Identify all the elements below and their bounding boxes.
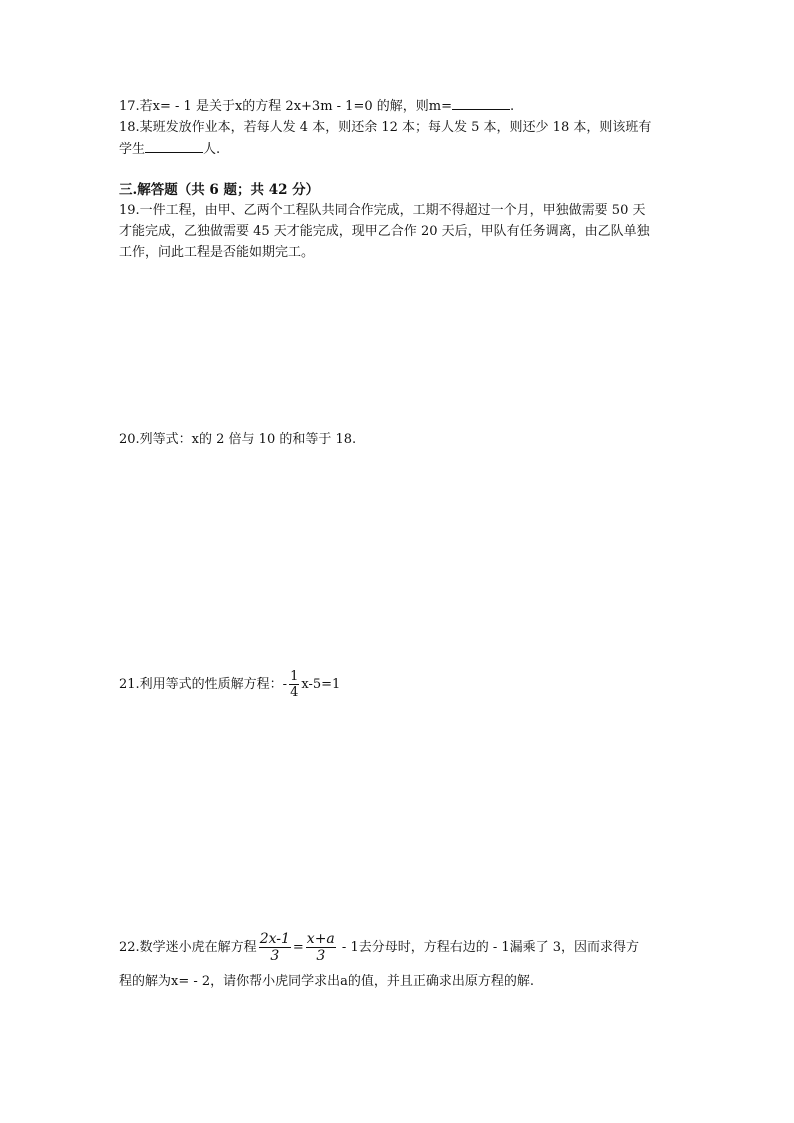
q21-frac-den: 4 [290,685,299,700]
q22-frac1-num: 2x-1 [259,931,290,947]
question-19-line3: 工作，问此工程是否能如期完工。 [119,245,315,260]
question-21 [119,670,340,699]
question-18-line1: 18.某班发放作业本，若每人发 4 本，则还余 12 本；每人发 5 本，则还少 18 本，则该班有 [119,120,652,135]
question-19-line1: 19.一件工程，由甲、乙两个工程队共同合作完成，工期不得超过一个月，甲独做需要 50 天 [119,203,646,218]
q17-end: . [509,99,515,114]
q22-frac2-den: 3 [316,948,326,964]
section-3-title: 三.解答题（共 6 题；共 42 分） [119,182,320,198]
q21-suffix: x-5=1 [301,677,341,692]
q18-line2-b: 人. [203,142,221,157]
q21-frac-num: 1 [290,669,299,684]
q22-suffix: - 1去分母时，方程右边的 - 1漏乘了 3，因而求得方 [337,940,640,955]
question-19-line2: 才能完成，乙独做需要 45 天才能完成，现甲乙合作 20 天后，甲队有任务调离，由乙队单独 [119,224,650,239]
q22-fraction-left [259,932,291,963]
q17-text: 17.若x= - 1 是关于x的方程 2x+3m - 1=0 的解，则m= [119,99,452,114]
q18-line2-a: 学生 [119,142,146,157]
question-20: 20.列等式：x的 2 倍与 10 的和等于 18. [119,432,357,447]
q22-fraction-right [306,932,336,963]
question-22-line2: 程的解为x= - 2，请你帮小虎同学求出a的值，并且正确求出原方程的解. [119,974,535,989]
answer-blank [145,140,203,153]
q22-frac1-den: 3 [270,948,280,964]
q22-prefix: 22.数学迷小虎在解方程 [119,940,257,955]
q22-equals: = [292,940,304,955]
question-17 [119,97,514,117]
question-18-line2 [119,140,220,160]
q21-prefix: 21.利用等式的性质解方程：- [119,677,288,692]
answer-blank [452,97,510,110]
question-22-line1 [119,932,639,964]
q22-frac2-num: x+a [306,931,335,947]
q21-fraction [289,670,299,699]
